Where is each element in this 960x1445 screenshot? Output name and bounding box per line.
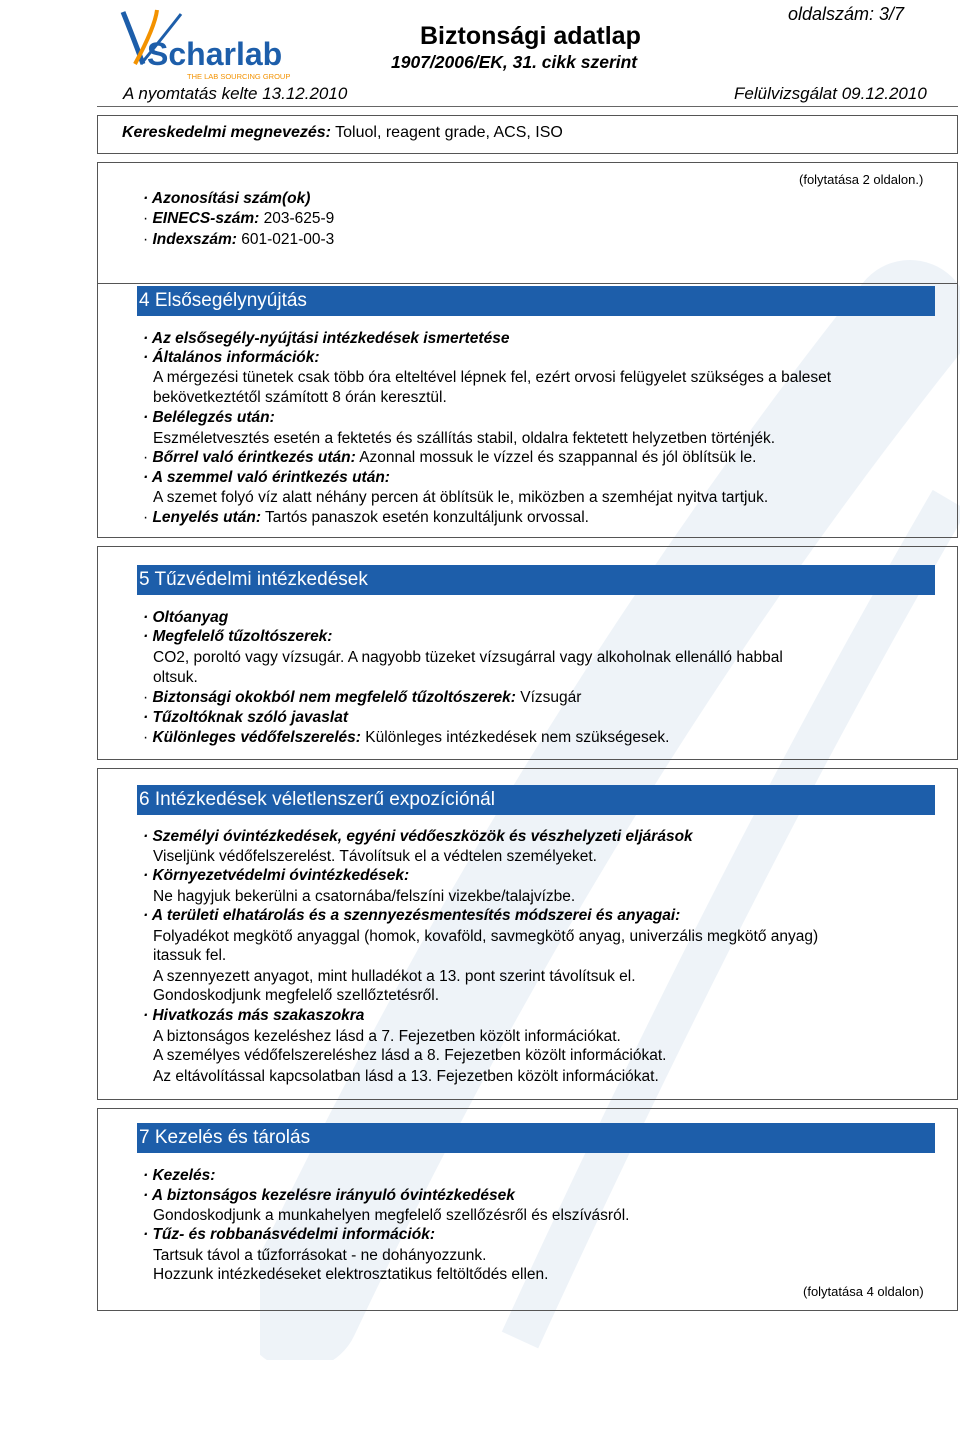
s5-l5 bbox=[143, 688, 581, 708]
s4-l10-text: Tartós panaszok esetén konzultáljunk orvossal. bbox=[265, 509, 589, 526]
s4-l9: A szemet folyó víz alatt néhány percen át öblítsük le, miközben a szemhéjat nyitva tartjuk. bbox=[153, 489, 769, 506]
s4-l3: A mérgezési tünetek csak több óra elteltével lépnek fel, ezért orvosi felügyelet szükséges a baleset bbox=[153, 369, 832, 386]
s6-l12: A személyes védőfelszereléshez lásd a 8. Fejezetben közölt információkat. bbox=[153, 1047, 667, 1064]
index-line bbox=[143, 230, 334, 250]
s6-l10: · Hivatkozás más szakaszokra bbox=[143, 1006, 364, 1026]
s6-l1: · Személyi óvintézkedések, egyéni védőeszközök és vészhelyzeti eljárások bbox=[143, 827, 693, 847]
einecs-label: EINECS-szám: bbox=[152, 210, 260, 227]
s5-l7-label: Különleges védőfelszerelés: bbox=[152, 729, 361, 746]
s6-l13: Az eltávolítással kapcsolatban lásd a 13. Fejezetben közölt információkat. bbox=[153, 1068, 659, 1085]
einecs-value: 203-625-9 bbox=[263, 210, 335, 227]
s5-l5-label: Biztonsági okokból nem megfelelő tűzoltószerek: bbox=[152, 689, 516, 706]
s6-l4: Ne hagyjuk bekerülni a csatornába/felszíni vizekbe/talajvízbe. bbox=[153, 888, 576, 905]
header-divider bbox=[97, 106, 958, 107]
s5-l4: oltsuk. bbox=[153, 669, 198, 686]
s4-l4: bekövetkeztétől számított 8 órán keresztül. bbox=[153, 389, 447, 406]
s4-l7-label: Bőrrel való érintkezés után: bbox=[152, 449, 356, 466]
s6-l8: A szennyezett anyagot, mint hulladékot a 13. pont szerint távolítsuk el. bbox=[153, 968, 636, 985]
s4-l7 bbox=[143, 448, 756, 468]
s5-l7-text: Különleges intézkedések nem szükségesek. bbox=[365, 729, 670, 746]
s6-l5: · A területi elhatárolás és a szennyezésmentesítés módszerei és anyagai: bbox=[143, 906, 680, 926]
s6-l11: A biztonságos kezeléshez lásd a 7. Fejezetben közölt információkat. bbox=[153, 1028, 621, 1045]
s4-l5: · Belélegzés után: bbox=[143, 408, 275, 428]
s4-l10 bbox=[143, 508, 589, 528]
s5-l2: · Megfelelő tűzoltószerek: bbox=[143, 627, 332, 647]
s7-l1: · Kezelés: bbox=[143, 1166, 215, 1186]
s6-l3: · Környezetvédelmi óvintézkedések: bbox=[143, 866, 409, 886]
s4-l2: · Általános információk: bbox=[143, 348, 320, 368]
continued-to: (folytatása 4 oldalon) bbox=[803, 1284, 924, 1299]
section-4-title: 4 Elsősegélynyújtás bbox=[137, 286, 935, 316]
s4-l6: Eszméletvesztés esetén a fektetés és szállítás stabil, oldalra fektetett helyzetben történjék. bbox=[153, 430, 776, 447]
s5-l1: · Oltóanyag bbox=[143, 608, 228, 628]
continued-from: (folytatása 2 oldalon.) bbox=[799, 172, 924, 187]
index-value: 601-021-00-3 bbox=[241, 231, 335, 248]
trade-name-value: Toluol, reagent grade, ACS, ISO bbox=[335, 124, 563, 141]
regulation-subtitle: 1907/2006/EK, 31. cikk szerint bbox=[391, 52, 638, 72]
s6-l9: Gondoskodjunk megfelelő szellőztetésről. bbox=[153, 987, 440, 1004]
s7-l4: · Tűz- és robbanásvédelmi információk: bbox=[143, 1225, 435, 1245]
logo-tagline: THE LAB SOURCING GROUP bbox=[187, 72, 291, 81]
s6-l7: itassuk fel. bbox=[153, 947, 227, 964]
s5-l6: · Tűzoltóknak szóló javaslat bbox=[143, 708, 348, 728]
s7-l3: Gondoskodjunk a munkahelyen megfelelő szellőzésről és elszívásról. bbox=[153, 1207, 630, 1224]
s5-l3: CO2, poroltó vagy vízsugár. A nagyobb tüzeket vízsugárral vagy alkoholnak ellenálló habbal bbox=[153, 649, 783, 666]
s4-l7-text: Azonnal mossuk le vízzel és szappannal és jól öblítsük le. bbox=[359, 449, 757, 466]
s6-l2: Viseljünk védőfelszerelést. Távolítsuk el a védtelen személyeket. bbox=[153, 848, 597, 865]
s7-l6: Hozzunk intézkedéseket elektrosztatikus feltöltődés ellen. bbox=[153, 1266, 549, 1283]
trade-name bbox=[122, 124, 563, 142]
s5-l7 bbox=[143, 728, 669, 748]
section-5-title: 5 Tűzvédelmi intézkedések bbox=[137, 565, 935, 595]
trade-name-box bbox=[97, 115, 958, 154]
logo-brand: Scharlab bbox=[147, 36, 283, 72]
s4-l8: · A szemmel való érintkezés után: bbox=[143, 468, 390, 488]
section-6-title: 6 Intézkedések véletlenszerű expozíciónál bbox=[137, 785, 935, 815]
document-title: Biztonsági adatlap bbox=[420, 22, 641, 50]
s4-l1: · Az elsősegély-nyújtási intézkedések ismertetése bbox=[143, 329, 509, 349]
s5-l5-text: Vízsugár bbox=[520, 689, 582, 706]
trade-name-label: Kereskedelmi megnevezés: bbox=[122, 124, 331, 141]
page-number: oldalszám: 3/7 bbox=[788, 4, 905, 24]
revision-date: Felülvizsgálat 09.12.2010 bbox=[734, 84, 927, 103]
einecs-line bbox=[143, 209, 334, 229]
s6-l6: Folyadékot megkötő anyaggal (homok, kovaföld, savmegkötő anyag, univerzális megkötő anyag) bbox=[153, 928, 819, 945]
scharlab-logo bbox=[95, 2, 291, 82]
s4-l10-label: Lenyelés után: bbox=[152, 509, 261, 526]
index-label: Indexszám: bbox=[152, 231, 237, 248]
s7-l2: · A biztonságos kezelésre irányuló óvintézkedések bbox=[143, 1186, 515, 1206]
print-date: A nyomtatás kelte 13.12.2010 bbox=[123, 84, 348, 103]
ids-heading: · Azonosítási szám(ok) bbox=[143, 189, 310, 209]
section-7-title: 7 Kezelés és tárolás bbox=[137, 1123, 935, 1153]
s7-l5: Tartsuk távol a tűzforrásokat - ne dohányozzunk. bbox=[153, 1247, 487, 1264]
